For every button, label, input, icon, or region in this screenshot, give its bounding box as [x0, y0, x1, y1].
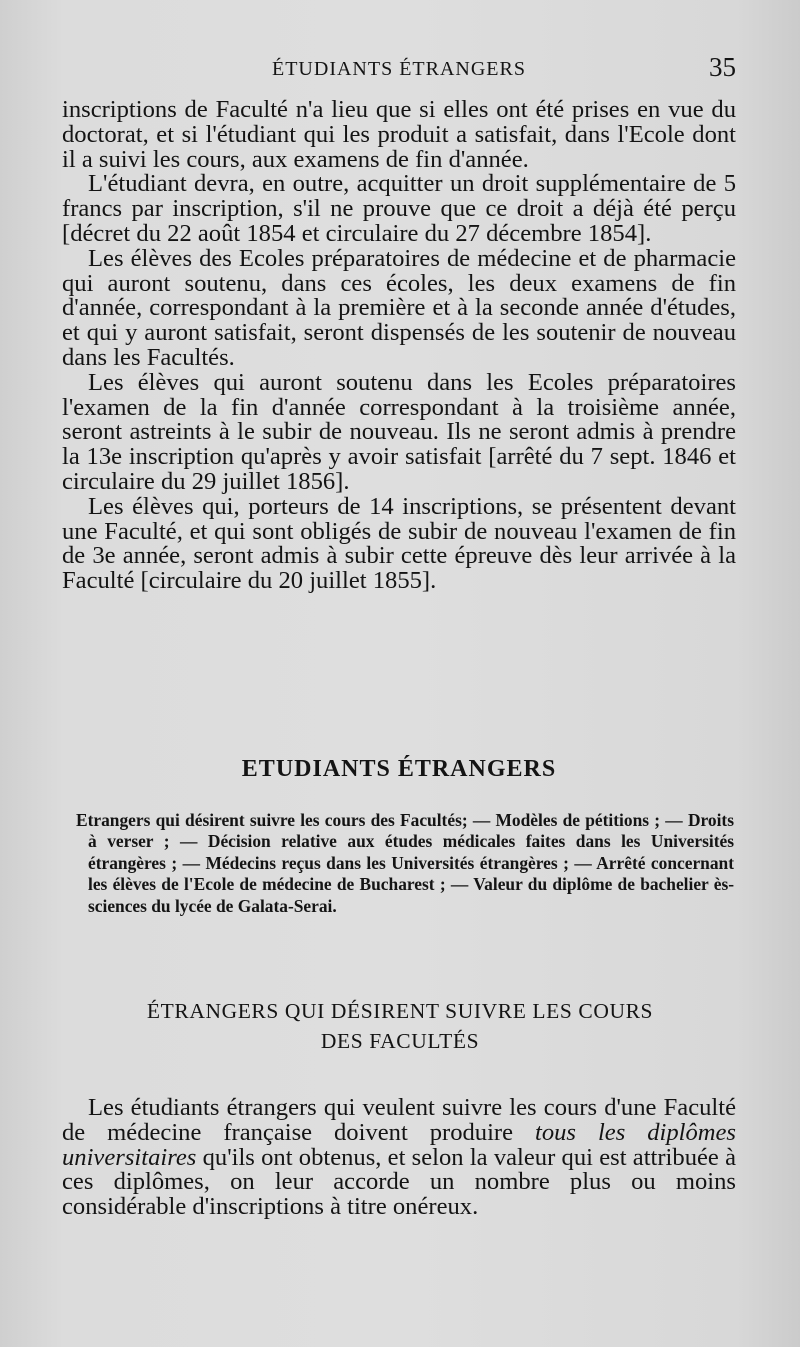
subsection-heading	[100, 996, 700, 1056]
subsection-heading-line: DES FACULTÉS	[320, 1029, 480, 1053]
paragraph: Les élèves qui, porteurs de 14 inscriptions, se présentent devant une Faculté, et qui sont obligés de subir de nouveau l'examen de fin de 3e année, seront admis à subir cette épreuve dès leur arrivée à la Faculté [circulaire du 20 juillet 1855].	[62, 492, 736, 595]
paragraph: L'étudiant devra, en outre, acquitter un droit supplémentaire de 5 francs par inscription, s'il ne prouve que ce droit a déjà été perçu [décret du 22 août 1854 et circulaire du 27 décembre 1854].	[62, 170, 736, 247]
running-title: ÉTUDIANTS ÉTRANGERS	[272, 58, 526, 80]
paragraph: Les élèves qui auront soutenu dans les Ecoles préparatoires l'examen de la fin d'année correspondant à la troisième année, seront astreints à le subir de nouveau. Ils ne seront admis à prendre la 13e inscription qu'après y avoir satisfait [arrêté du 7 sept. 1846 et circulaire du 29 juillet 1856].	[62, 368, 736, 495]
section-heading: ETUDIANTS ÉTRANGERS	[241, 756, 557, 782]
subsection-heading-line: ÉTRANGERS QUI DÉSIRENT SUIVRE LES COURS	[146, 999, 654, 1023]
running-head	[62, 52, 736, 88]
paragraph	[62, 1096, 736, 1220]
italic-text: tous les diplômes universitaires	[62, 1118, 737, 1171]
paragraph: Les élèves des Ecoles préparatoires de médecine et de pharmacie qui auront soutenu, dans ces écoles, les deux examens de fin d'année, correspondant à la première et à la seconde année d'études, et qui y auront satisfait, seront dispensés de les soutenir de nouveau dans les Facultés.	[62, 244, 736, 371]
section-text	[62, 1096, 736, 1220]
section-summary: Etrangers qui désirent suivre les cours des Facultés; — Modèles de pétitions ; — Droits à verser ; — Décision relative aux études médicales faites dans les Universités étrangères ; — Médecins reçus dans les Universités étrangères ; — Arrêté concernant les élèves de l'Ecole de médecine de Bucharest ; — Valeur du diplôme de bachelier ès-sciences du lycée de Galata-Serai.	[76, 810, 734, 916]
paragraph-text: Les étudiants étrangers qui veulent suivre les cours d'une Faculté de médecine française doivent produire	[62, 1094, 736, 1146]
paragraph-text: qu'ils ont obtenus, et selon la valeur qui est attribuée à ces diplômes, on leur accorde un nombre plus ou moins considérable d'inscriptions à titre onéreux.	[62, 1143, 736, 1221]
continuation-text	[62, 98, 736, 594]
paragraph: inscriptions de Faculté n'a lieu que si elles ont été prises en vue du doctorat, et si l'étudiant qui les produit a satisfait, dans l'Ecole dont il a suivi les cours, aux examens de fin d'année.	[62, 96, 736, 173]
page-number: 35	[709, 52, 736, 82]
